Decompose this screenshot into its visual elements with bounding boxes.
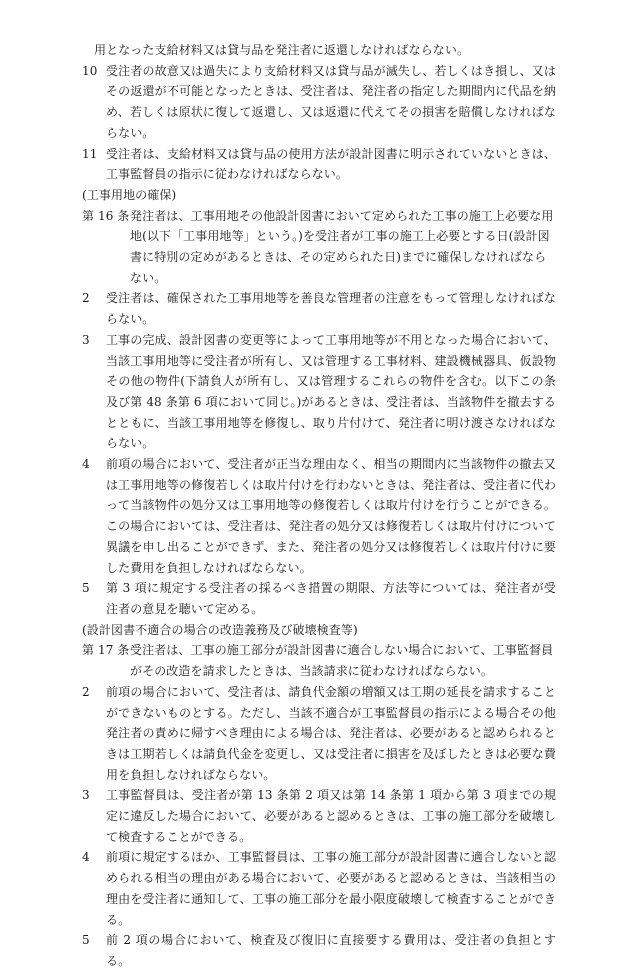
clause-text: 受注者の故意又は過失により支給材料又は貸与品が滅失し、若しくはき損し、又はその返還が不可能となったときは、受注者は、発注者の指定した期間内に代品を納め、若しくは原状に復して返還し、又は返還に代えてその損害を賠償しなければならない。 bbox=[106, 63, 556, 140]
clause-number: 10 bbox=[82, 63, 98, 78]
article-text: 発注者は、工事用地その他設計図書において定められた工事の施工上必要な用地(以下「工事用地等」という。)を受注者が工事の施工上必要とする日(設計図書に特別の定めがあるときは、その定められた日)までに確保しなければならない。 bbox=[130, 208, 554, 285]
clause-number: 2 bbox=[82, 291, 90, 306]
article-17-clause-4 bbox=[82, 847, 556, 930]
article-16-clause-5 bbox=[82, 578, 556, 619]
article-17 bbox=[82, 640, 556, 681]
clause-text: 前項の場合において、受注者は、請負代金額の増額又は工期の延長を請求することができないものとする。ただし、当該不適合が工事監督員の指示による場合その他発注者の責めに帰すべき理由による場合は、発注者は、必要があると認められるときは工期若しくは請負代金を変更し、又は受注者に損害を及ぼしたときは必要な費用を負担しなければならない。 bbox=[106, 684, 556, 782]
clause-text: 第 3 項に規定する受注者の採るべき措置の期限、方法等については、発注者が受注者の意見を聴いて定める。 bbox=[106, 581, 556, 616]
clause-text: 前項の場合において、受注者が正当な理由なく、相当の期間内に当該物件の撤去又は工事用地等の修復若しくは取片付けを行わないときは、発注者は、受注者に代わって当該物件の処分又は工事用地等の修復若しくは取片付けを行うことができる。この場合においては、受注者は、発注者の処分又は修復若しくは取片付けについて異議を申し出ることができず、また、発注者の処分又は修復若しくは取片付けに要した費用を負担しなければならない。 bbox=[106, 457, 556, 575]
clause-number: 4 bbox=[82, 850, 90, 865]
clause-text: 受注者は、支給材料又は貸与品の使用方法が設計図書に明示されていないときは、工事監督員の指示に従わなければならない。 bbox=[106, 146, 556, 182]
article-17-clause-3 bbox=[82, 785, 556, 847]
clause-number: 5 bbox=[82, 581, 90, 596]
clause-number: 11 bbox=[82, 146, 98, 161]
clause-number: 5 bbox=[82, 933, 90, 948]
section-heading-land: (工事用地の確保) bbox=[82, 187, 177, 202]
article-number: 第 16 条 bbox=[82, 208, 130, 223]
clause-number: 3 bbox=[82, 332, 90, 347]
article-16-clause-4 bbox=[82, 454, 556, 578]
clause-11 bbox=[82, 144, 556, 185]
article-text: 受注者は、工事の施工部分が設計図書に適合しない場合において、工事監督員がその改造を請求したときは、当該請求に従わなければならない。 bbox=[130, 643, 554, 679]
article-16-clause-2 bbox=[82, 288, 556, 329]
clause-number: 4 bbox=[82, 457, 90, 472]
article-17-clause-2 bbox=[82, 682, 556, 786]
clause-number: 2 bbox=[82, 684, 90, 699]
article-16-clause-3 bbox=[82, 330, 556, 454]
clause-number: 3 bbox=[82, 788, 90, 803]
clause-text: 前項に規定するほか、工事監督員は、工事の施工部分が設計図書に適合しないと認められる相当の理由がある場合において、必要があると認めるときは、当該相当の理由を受注者に通知して、工事の施工部分を最小限度破壊して検査することができる。 bbox=[106, 850, 556, 927]
clause-text: 前 2 項の場合において、検査及び復旧に直接要する費用は、受注者の負担とする。 bbox=[106, 933, 556, 968]
clause-text: 工事監督員は、受注者が第 13 条第 2 項又は第 14 条第 1 項から第 3 項までの規定に違反した場合において、必要があると認めるときは、工事の施工部分を破壊して検査することができる。 bbox=[106, 788, 556, 844]
clause-text: 工事の完成、設計図書の変更等によって工事用地等が不用となった場合において、当該工事用地等に受注者が所有し、又は管理する工事材料、建設機械器具、仮設物その他の物件(下請負人が所有し、又は管理するこれらの物件を含む。以下この条及び第 48 条第 6 項において同じ。)があるときは、受注者は、当該物件を撤去するとともに、当該工事用地等を修復し、取り片付けて、発注者に明け渡さなければならない。 bbox=[106, 332, 556, 451]
clause-text: 受注者は、確保された工事用地等を善良な管理者の注意をもって管理しなければならない。 bbox=[106, 291, 556, 327]
section-heading-nonconformity: (設計図書不適合の場合の改造義務及び破壊検査等) bbox=[82, 622, 358, 637]
clause-10 bbox=[82, 61, 556, 144]
article-17-clause-5 bbox=[82, 930, 556, 971]
paragraph-continuation: 用となった支給材料又は貸与品を発注者に返還しなければならない。 bbox=[94, 43, 470, 57]
article-number: 第 17 条 bbox=[82, 643, 130, 658]
article-16 bbox=[82, 206, 556, 289]
